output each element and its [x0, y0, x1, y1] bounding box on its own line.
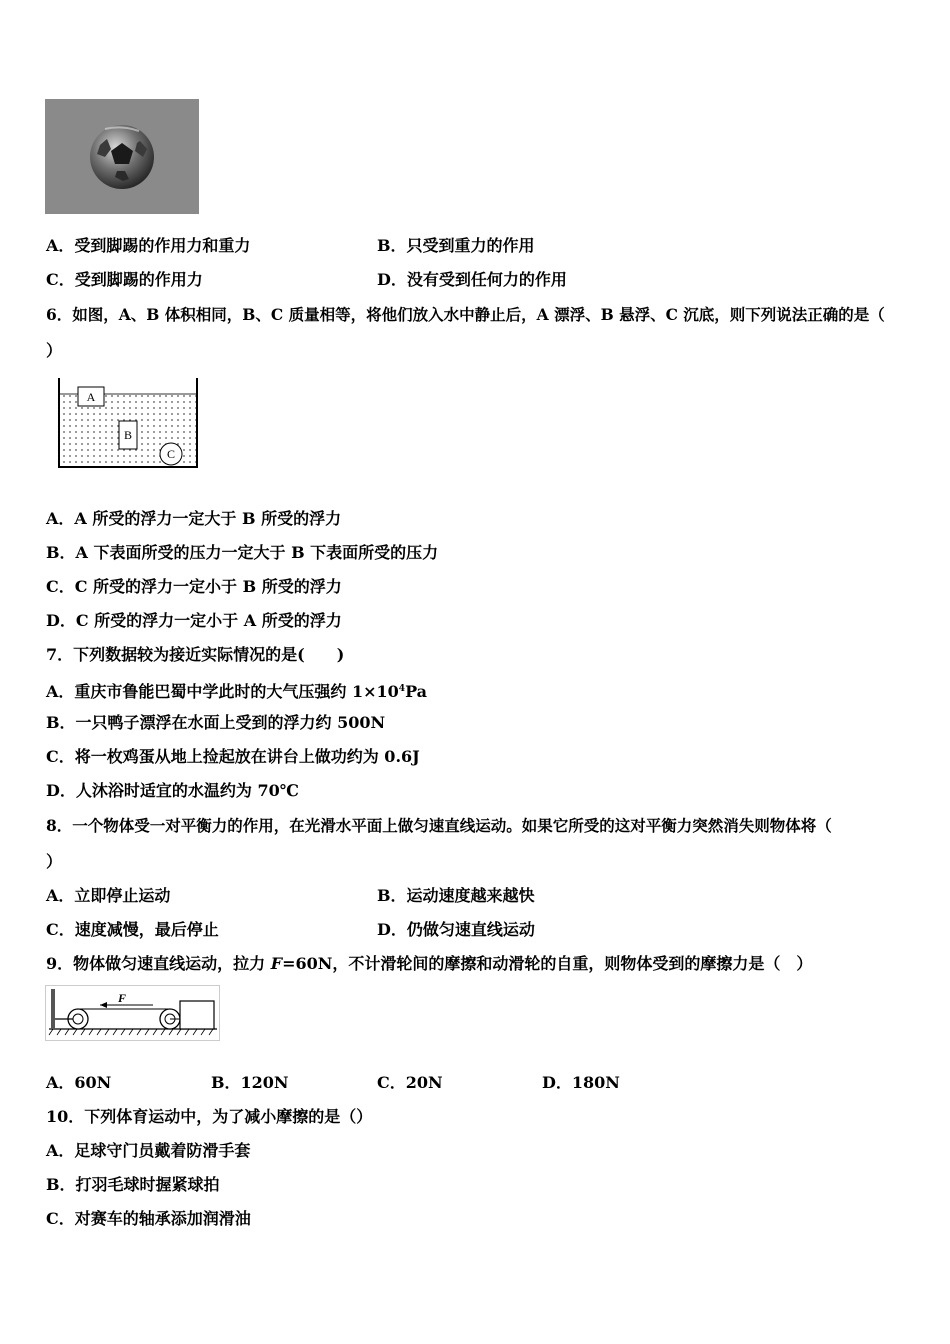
q5-option-a: A．受到脚踢的作用力和重力	[46, 236, 251, 255]
q9-option-a: A．60N	[46, 1073, 112, 1092]
q8-stem-close: ）	[46, 852, 63, 871]
buoyancy-tank-figure	[56, 376, 200, 470]
q8-option-a: A．立即停止运动	[46, 886, 171, 905]
q8-stem: 8．一个物体受一对平衡力的作用，在光滑水平面上做匀速直线运动。如果它所受的这对平衡力突然消失则物体将（	[46, 816, 832, 835]
q6-stem: 6．如图，A、B 体积相同，B、C 质量相等，将他们放入水中静止后，A 漂浮、B 悬浮、C 沉底，则下列说法正确的是（	[46, 305, 885, 324]
q7-option-a: A．重庆市鲁能巴蜀中学此时的大气压强约 $1\times 10^4Pa$	[46, 682, 428, 701]
q10-option-c: C．对赛车的轴承添加润滑油	[46, 1209, 251, 1228]
q9-option-b: B．120N	[211, 1073, 289, 1092]
q7-option-d: D．人沐浴时适宜的水温约为 70℃	[46, 781, 299, 800]
block-b-label: B	[123, 428, 133, 442]
q8-option-c: C．速度减慢，最后停止	[46, 920, 219, 939]
q5-option-b: B．只受到重力的作用	[377, 236, 535, 255]
q10-stem: 10．下列体育运动中，为了减小摩擦的是（）	[46, 1107, 373, 1126]
q6-option-c: C．C 所受的浮力一定小于 B 所受的浮力	[46, 577, 342, 596]
q8-option-b: B．运动速度越来越快	[377, 886, 535, 905]
pulley-figure	[45, 985, 220, 1041]
q9-stem: 9．物体做匀速直线运动，拉力 F=60N，不计滑轮间的摩擦和动滑轮的自重，则物体受到的摩擦力是（ ）	[46, 954, 813, 973]
soccer-ball-figure	[45, 99, 199, 214]
q6-option-b: B．A 下表面所受的压力一定大于 B 下表面所受的压力	[46, 543, 439, 562]
q10-option-a: A．足球守门员戴着防滑手套	[46, 1141, 251, 1160]
q9-option-c: C．20N	[377, 1073, 443, 1092]
q6-option-a: A．A 所受的浮力一定大于 B 所受的浮力	[46, 509, 342, 528]
q9-option-d: D．180N	[542, 1073, 620, 1092]
q6-option-d: D．C 所受的浮力一定小于 A 所受的浮力	[46, 611, 342, 630]
q10-option-b: B．打羽毛球时握紧球拍	[46, 1175, 220, 1194]
q7-stem: 7．下列数据较为接近实际情况的是( )	[46, 645, 345, 664]
force-label: F	[118, 991, 127, 1005]
q8-option-d: D．仍做匀速直线运动	[377, 920, 535, 939]
ball-c-label: C	[166, 447, 176, 461]
q7-option-c: C．将一枚鸡蛋从地上捡起放在讲台上做功约为 0.6J	[46, 747, 420, 766]
block-a-label: A	[86, 390, 96, 404]
q7-option-b: B．一只鸭子漂浮在水面上受到的浮力约 500N	[46, 713, 386, 732]
q5-option-d: D．没有受到任何力的作用	[377, 270, 567, 289]
q6-stem-close: ）	[46, 341, 63, 360]
q5-option-c: C．受到脚踢的作用力	[46, 270, 203, 289]
